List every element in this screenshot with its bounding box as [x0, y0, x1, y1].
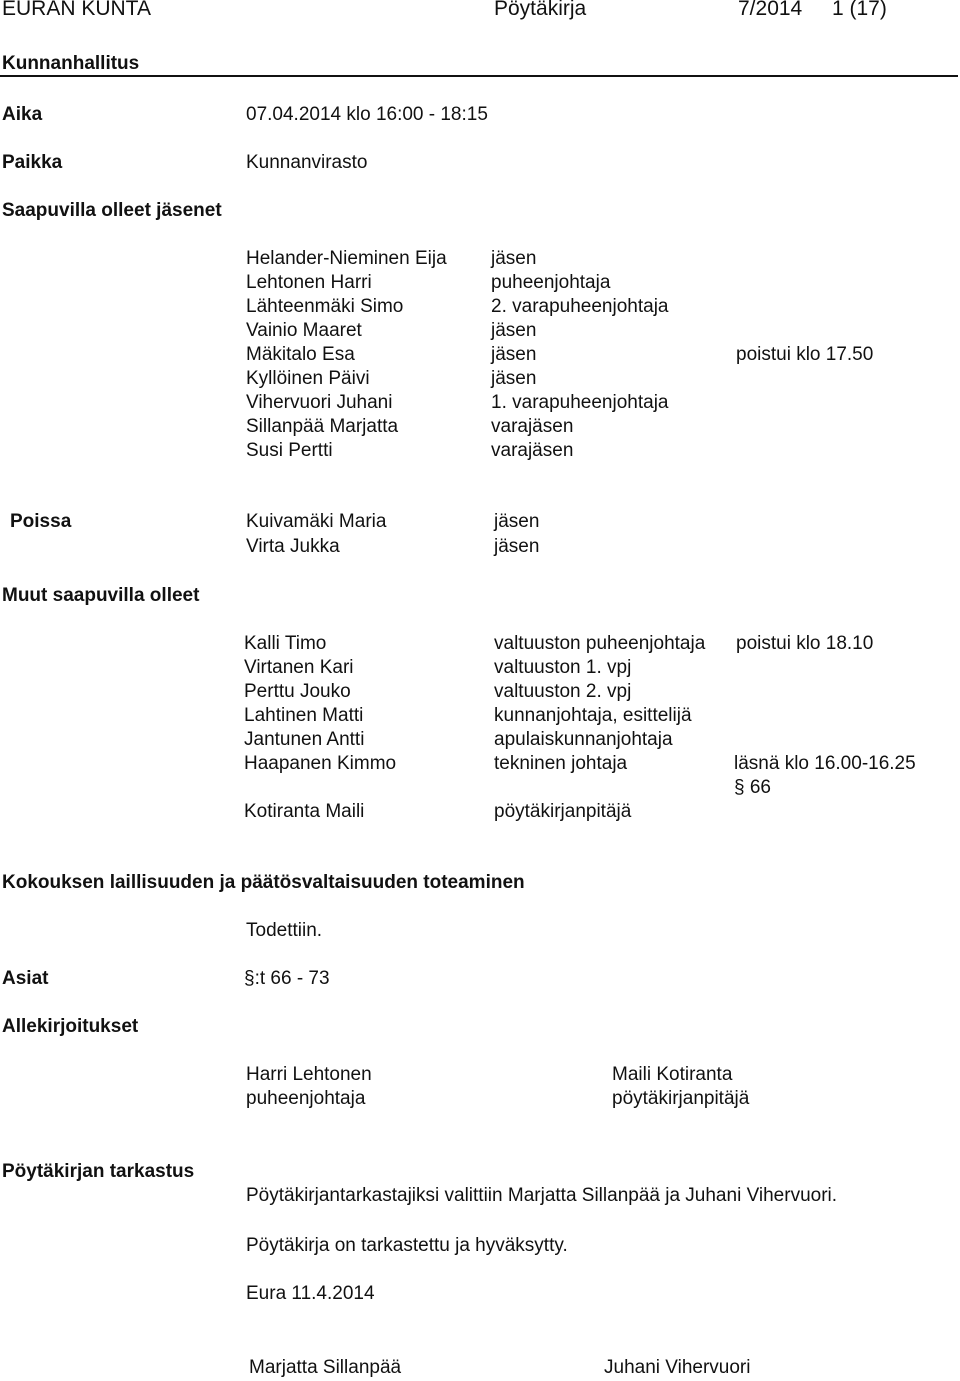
page-number: 1 (17): [832, 0, 887, 20]
other-name: Jantunen Antti: [244, 729, 365, 750]
member-role: puheenjohtaja: [491, 272, 611, 293]
absent-role: jäsen: [494, 511, 540, 532]
others-label: Muut saapuvilla olleet: [2, 585, 200, 606]
other-name: Haapanen Kimmo: [244, 753, 397, 774]
body-name: Kunnanhallitus: [2, 53, 140, 74]
header-divider: [0, 75, 958, 77]
other-name: Kotiranta Maili: [244, 801, 365, 822]
signatures-label: Allekirjoitukset: [2, 1016, 139, 1037]
member-name: Lähteenmäki Simo: [246, 296, 404, 317]
member-role: 2. varapuheenjohtaja: [491, 296, 669, 317]
place-value: Kunnanvirasto: [246, 152, 368, 173]
signature-2-name: Maili Kotiranta: [612, 1064, 733, 1085]
signature-1-name: Harri Lehtonen: [246, 1064, 372, 1085]
member-role: varajäsen: [491, 440, 574, 461]
other-name: Lahtinen Matti: [244, 705, 364, 726]
items-label: Asiat: [2, 968, 49, 989]
member-role: 1. varapuheenjohtaja: [491, 392, 669, 413]
member-name: Lehtonen Harri: [246, 272, 372, 293]
signature-1-role: puheenjohtaja: [246, 1088, 366, 1109]
legality-label: Kokouksen laillisuuden ja päätösvaltaisuuden toteaminen: [2, 872, 525, 893]
member-name: Susi Pertti: [246, 440, 333, 461]
other-name: Virtanen Kari: [244, 657, 354, 678]
review-text-1: Pöytäkirjantarkastajiksi valittiin Marjatta Sillanpää ja Juhani Vihervuori.: [246, 1185, 838, 1206]
other-role: apulaiskunnanjohtaja: [494, 729, 673, 750]
member-role: jäsen: [491, 344, 537, 365]
absent-name: Virta Jukka: [246, 536, 340, 557]
review-label: Pöytäkirjan tarkastus: [2, 1161, 195, 1182]
place-label: Paikka: [2, 152, 63, 173]
absent-label: Poissa: [10, 511, 72, 532]
municipality-name: EURAN KUNTA: [2, 0, 151, 20]
document-type: Pöytäkirja: [494, 0, 587, 20]
time-value: 07.04.2014 klo 16:00 - 18:15: [246, 104, 488, 125]
other-role: pöytäkirjanpitäjä: [494, 801, 632, 822]
member-name: Vihervuori Juhani: [246, 392, 393, 413]
member-name: Sillanpää Marjatta: [246, 416, 399, 437]
member-name: Kyllöinen Päivi: [246, 368, 370, 389]
other-note-section: § 66: [734, 777, 771, 798]
other-role: kunnanjohtaja, esittelijä: [494, 705, 692, 726]
member-note: poistui klo 17.50: [736, 344, 874, 365]
member-name: Mäkitalo Esa: [246, 344, 355, 365]
other-role: valtuuston puheenjohtaja: [494, 633, 706, 654]
absent-role: jäsen: [494, 536, 540, 557]
reviewer-1: Marjatta Sillanpää: [249, 1357, 402, 1378]
other-note: poistui klo 18.10: [736, 633, 874, 654]
member-role: jäsen: [491, 320, 537, 341]
review-text-2: Pöytäkirja on tarkastettu ja hyväksytty.: [246, 1235, 568, 1256]
signature-2-role: pöytäkirjanpitäjä: [612, 1088, 750, 1109]
present-members-label: Saapuvilla olleet jäsenet: [2, 200, 222, 221]
member-name: Helander-Nieminen Eija: [246, 248, 447, 269]
member-role: jäsen: [491, 368, 537, 389]
reviewer-2: Juhani Vihervuori: [604, 1357, 751, 1378]
member-role: jäsen: [491, 248, 537, 269]
other-name: Kalli Timo: [244, 633, 327, 654]
absent-name: Kuivamäki Maria: [246, 511, 387, 532]
member-name: Vainio Maaret: [246, 320, 362, 341]
other-role: valtuuston 2. vpj: [494, 681, 632, 702]
other-note: läsnä klo 16.00-16.25: [734, 753, 916, 774]
legality-value: Todettiin.: [246, 920, 323, 941]
review-place-date: Eura 11.4.2014: [246, 1283, 375, 1304]
member-role: varajäsen: [491, 416, 574, 437]
other-role: tekninen johtaja: [494, 753, 628, 774]
other-name: Perttu Jouko: [244, 681, 351, 702]
other-role: valtuuston 1. vpj: [494, 657, 632, 678]
time-label: Aika: [2, 104, 43, 125]
items-value: §:t 66 - 73: [244, 968, 330, 989]
document-number: 7/2014: [738, 0, 803, 20]
